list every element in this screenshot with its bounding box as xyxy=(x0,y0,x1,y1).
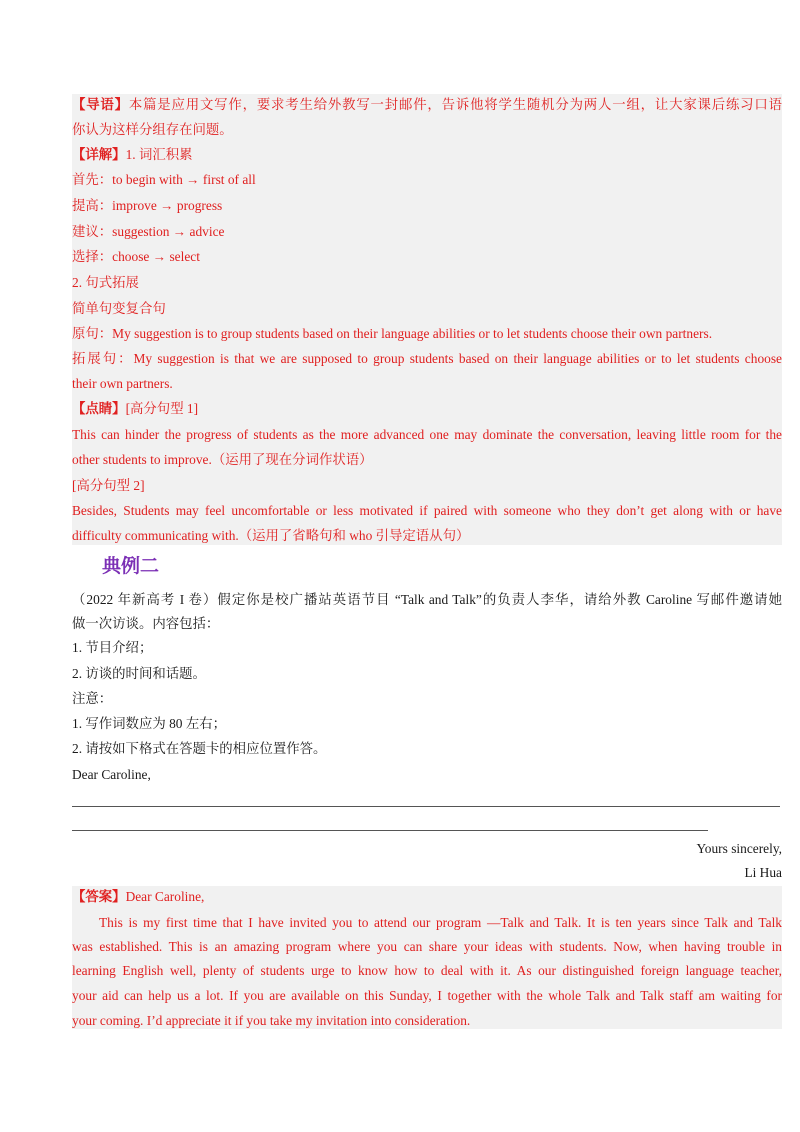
analysis-line-9: 简单句变复合句 xyxy=(72,301,166,316)
analysis-line-13: 【点睛】[高分句型 1] xyxy=(72,401,199,416)
closing-text: Yours sincerely, xyxy=(696,841,782,856)
signature-text: Li Hua xyxy=(744,865,782,880)
analysis-tag-highlight: 【点睛】 xyxy=(72,401,126,416)
prompt-line-1: （2022 年新高考 I 卷）假定你是校广播站英语节目 “Talk and Talk”的负责人李华，请给外教 Caroline 写邮件邀请她 xyxy=(72,592,782,607)
writing-line-2 xyxy=(72,830,708,831)
answer-line-4: learning English well, plenty of students urge to know how to deal with it. As our distinguished foreign language teacher, xyxy=(72,963,782,978)
prompt-salutation: Dear Caroline, xyxy=(72,767,151,782)
prompt-line-2: 做一次访谈。内容包括： xyxy=(72,616,220,631)
answer-tag: 【答案】 xyxy=(72,889,126,904)
answer-line-6: your coming. I’d appreciate it if you take my invitation into consideration. xyxy=(72,1013,471,1028)
analysis-line-2: 你认为这样分组存在问题。 xyxy=(72,122,233,137)
answer-line-3: was established. This is an amazing program where you can share your ideas with students. Now, when having trouble in xyxy=(72,939,782,954)
analysis-line-11: 拓展句：My suggestion is that we are supposed to group students based on their language abilities or to let students choose xyxy=(72,351,782,366)
answer-line-5: your aid can help us a lot. If you are available on this Sunday, I together with the whole Talk and Talk staff am waiting for xyxy=(72,988,782,1003)
analysis-line-4: 首先：to begin with → first of all xyxy=(72,172,256,187)
analysis-line-7: 选择：choose → select xyxy=(72,249,200,264)
analysis-line-3: 【详解】1. 词汇积累 xyxy=(72,147,193,162)
analysis-line-14: This can hinder the progress of students as the more advanced one may dominate the conversation, leaving little room for the xyxy=(72,427,782,442)
analysis-line-18: difficulty communicating with.（运用了省略句和 who 引导定语从句） xyxy=(72,528,470,543)
analysis-line-1: 【导语】本篇是应用文写作，要求考生给外教写一封邮件，告诉他将学生随机分为两人一组，让大家课后练习口语 xyxy=(72,97,783,112)
analysis-line-10: 原句：My suggestion is to group students based on their language abilities or to let students choose their own partners. xyxy=(72,326,713,341)
prompt-line-5: 注意： xyxy=(72,691,113,706)
analysis-line-6: 建议：suggestion → advice xyxy=(72,224,225,239)
analysis-line-16: [高分句型 2] xyxy=(72,478,145,493)
analysis-line-5: 提高：improve → progress xyxy=(72,198,223,213)
analysis-line-12: their own partners. xyxy=(72,376,173,391)
answer-line-2: This is my first time that I have invited you to attend our program —Talk and Talk. It is ten years since Talk and Talk xyxy=(99,915,782,930)
prompt-line-7: 2. 请按如下格式在答题卡的相应位置作答。 xyxy=(72,741,327,756)
example-heading: 典例二 xyxy=(102,555,160,577)
answer-line-1: 【答案】Dear Caroline, xyxy=(72,889,205,904)
answer-shade xyxy=(72,886,782,1029)
prompt-line-3: 1. 节目介绍； xyxy=(72,640,153,655)
analysis-tag-detail: 【详解】 xyxy=(72,147,126,162)
prompt-line-4: 2. 访谈的时间和话题。 xyxy=(72,666,206,681)
analysis-tag-intro: 【导语】 xyxy=(72,97,129,112)
analysis-line-15: other students to improve.（运用了现在分词作状语） xyxy=(72,452,373,467)
prompt-line-6: 1. 写作词数应为 80 左右； xyxy=(72,716,226,731)
analysis-line-17: Besides, Students may feel uncomfortable or less motivated if paired with someone who they don’t get along with or have xyxy=(72,503,782,518)
analysis-line-8: 2. 句式拓展 xyxy=(72,275,139,290)
writing-line-1 xyxy=(72,806,780,807)
